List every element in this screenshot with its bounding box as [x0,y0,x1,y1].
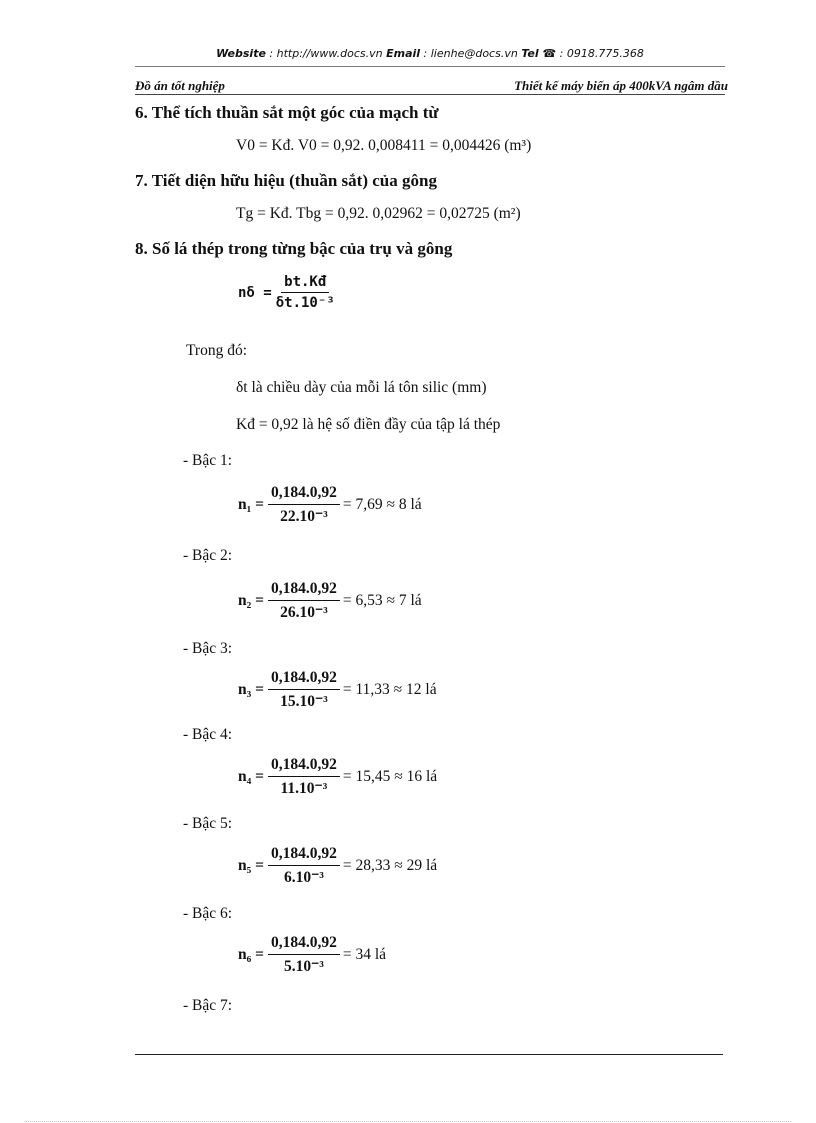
page-bottom-border [25,1121,791,1122]
section-7-heading: 7. Tiết diện hữu hiệu (thuần sắt) của gông [135,171,437,190]
step-3-numerator: 0,184.0,92 [268,669,340,690]
step-4-fraction [268,756,340,798]
step-5-fraction [268,845,340,887]
section-7-formula: Tg = Kđ. Tbg = 0,92. 0,02962 = 0,02725 (m²) [236,205,521,222]
step-5-numerator: 0,184.0,92 [268,845,340,866]
tel-number: : 0918.775.368 [556,47,644,60]
step-6-fraction [268,934,340,976]
step-1-label: - Bậc 1: [183,452,233,469]
header-divider [135,66,725,67]
trong-do-label: Trong đó: [186,342,248,359]
definition-kd: Kđ = 0,92 là hệ số điền đầy của tập lá thép [236,416,501,433]
step-6-denominator: 5.10⁻³ [283,958,324,975]
step-3-fraction [268,669,340,711]
general-formula-fraction [276,274,335,311]
email-address[interactable]: : lienhe@docs.vn [420,47,522,60]
step-2-equation [238,580,425,622]
step-3-label: - Bậc 3: [183,640,233,657]
general-formula [238,274,335,311]
step-5-result: = 28,33 ≈ 29 lá [342,857,438,874]
document-type: Đồ án tốt nghiệp [135,78,225,93]
step-5-lhs: n₅ = [238,857,264,874]
step-2-lhs: n₂ = [238,592,264,609]
step-1-result: = 7,69 ≈ 8 lá [342,496,422,513]
website-url[interactable]: : http://www.docs.vn [265,47,387,60]
step-2-numerator: 0,184.0,92 [268,580,340,601]
step-6-label: - Bậc 6: [183,905,233,922]
step-4-result: = 15,45 ≈ 16 lá [342,768,438,785]
step-5-equation [238,845,440,887]
step-6-numerator: 0,184.0,92 [268,934,340,955]
website-label: Website [216,47,266,60]
step-4-numerator: 0,184.0,92 [268,756,340,777]
step-1-denominator: 22.10⁻³ [280,508,328,525]
step-4-label: - Bậc 4: [183,726,233,743]
step-1-fraction [268,484,340,526]
step-6-equation [238,934,389,976]
step-7-label: - Bậc 7: [183,997,233,1014]
step-3-equation [238,669,440,711]
step-1-lhs: n₁ = [238,496,264,513]
section-6-heading: 6. Thể tích thuần sắt một góc của mạch từ [135,103,439,122]
step-4-denominator: 11.10⁻³ [280,780,328,797]
step-5-label: - Bậc 5: [183,815,233,832]
definition-delta: δt là chiều dày của mỗi lá tôn silic (mm) [236,379,487,396]
step-3-lhs: n₃ = [238,681,264,698]
step-2-fraction [268,580,340,622]
general-formula-lhs: nδ = [238,284,272,301]
footer-divider [135,1054,723,1055]
step-2-denominator: 26.10⁻³ [280,604,328,621]
doc-header-divider [135,94,725,95]
step-2-result: = 6,53 ≈ 7 lá [342,592,422,609]
section-6-formula: V0 = Kđ. V0 = 0,92. 0,008411 = 0,004426 (m³) [236,137,532,154]
step-2-label: - Bậc 2: [183,547,233,564]
step-6-result: = 34 lá [342,946,387,963]
step-6-lhs: n₆ = [238,946,264,963]
document-title: Thiết kế máy biến áp 400kVA ngâm dầu [514,78,728,93]
step-4-equation [238,756,440,798]
website-header [135,47,725,60]
step-3-denominator: 15.10⁻³ [280,693,328,710]
step-3-result: = 11,33 ≈ 12 lá [342,681,437,698]
general-formula-numerator: bt.Kđ [281,274,329,293]
step-4-lhs: n₄ = [238,768,264,785]
step-1-equation [238,484,425,526]
general-formula-denominator: δt.10⁻³ [275,295,335,311]
step-1-numerator: 0,184.0,92 [268,484,340,505]
tel-label: Tel ☎ [521,47,557,60]
step-5-denominator: 6.10⁻³ [283,869,324,886]
email-label: Email [386,47,421,60]
section-8-heading: 8. Số lá thép trong từng bậc của trụ và gông [135,239,453,258]
